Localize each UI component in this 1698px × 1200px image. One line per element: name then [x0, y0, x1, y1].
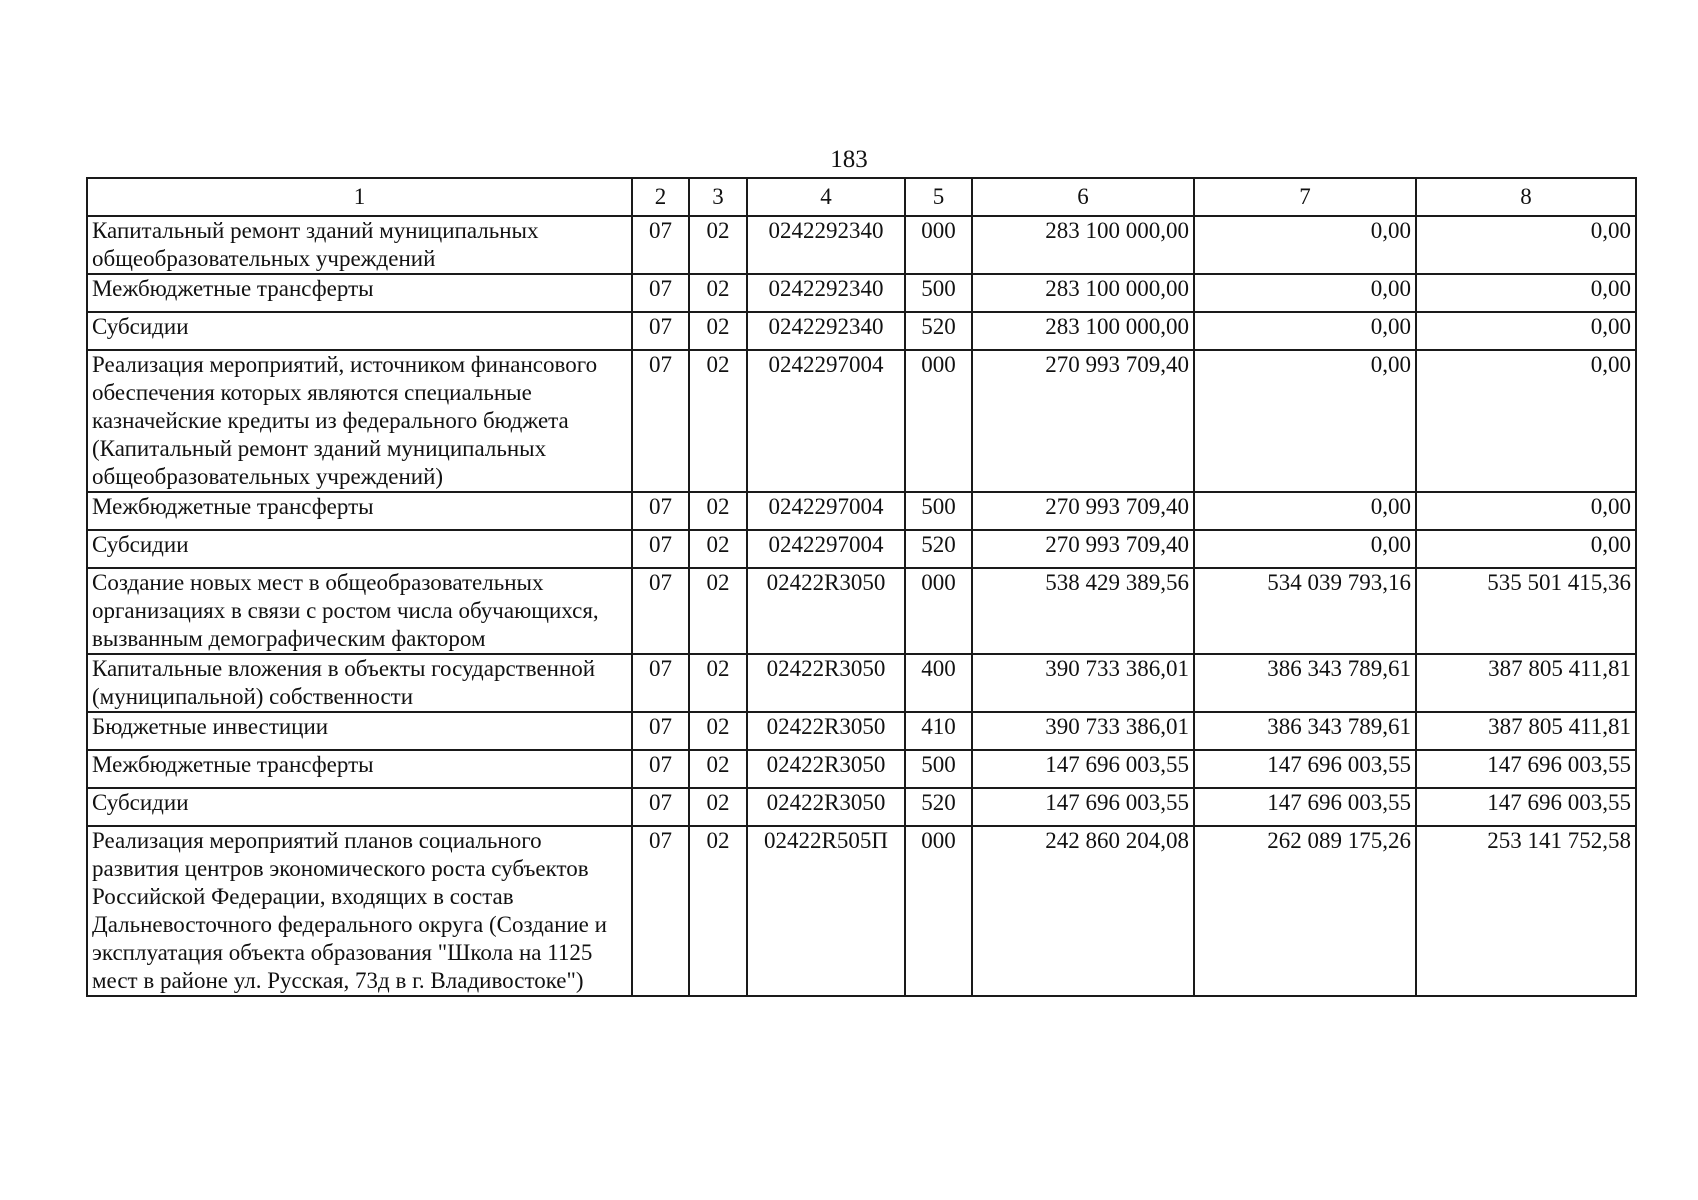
- cell-amount-col6: 147 696 003,55: [972, 788, 1194, 826]
- column-header-3: 3: [689, 178, 747, 216]
- cell-amount-col8: 147 696 003,55: [1416, 750, 1636, 788]
- cell-target-code: 02422R3050: [747, 750, 905, 788]
- cell-expense-type: 000: [905, 826, 972, 996]
- cell-amount-col8: 253 141 752,58: [1416, 826, 1636, 996]
- cell-subsection: 02: [689, 750, 747, 788]
- cell-expense-type: 500: [905, 750, 972, 788]
- table-row: [87, 750, 1636, 788]
- cell-amount-col6: 242 860 204,08: [972, 826, 1194, 996]
- cell-amount-col8: 0,00: [1416, 216, 1636, 274]
- table-row: [87, 568, 1636, 654]
- cell-amount-col7: 0,00: [1194, 274, 1416, 312]
- cell-section: 07: [632, 568, 689, 654]
- cell-amount-col7: 0,00: [1194, 492, 1416, 530]
- row-name: Реализация мероприятий, источником финансового обеспечения которых являются специальные казначейские кредиты из федерального бюджета (Капитальный ремонт зданий муниципальных общеобразовательных учреждений): [87, 350, 632, 492]
- cell-expense-type: 000: [905, 350, 972, 492]
- header-row: [87, 178, 1636, 216]
- cell-expense-type: 520: [905, 530, 972, 568]
- cell-amount-col6: 283 100 000,00: [972, 274, 1194, 312]
- cell-amount-col8: 0,00: [1416, 274, 1636, 312]
- cell-amount-col7: 0,00: [1194, 216, 1416, 274]
- cell-amount-col6: 270 993 709,40: [972, 492, 1194, 530]
- budget-table: [86, 177, 1637, 997]
- cell-amount-col6: 270 993 709,40: [972, 350, 1194, 492]
- cell-section: 07: [632, 530, 689, 568]
- cell-subsection: 02: [689, 568, 747, 654]
- column-header-6: 6: [972, 178, 1194, 216]
- cell-amount-col6: 283 100 000,00: [972, 312, 1194, 350]
- cell-amount-col6: 390 733 386,01: [972, 654, 1194, 712]
- cell-expense-type: 000: [905, 568, 972, 654]
- cell-subsection: 02: [689, 530, 747, 568]
- row-name: Межбюджетные трансферты: [87, 274, 632, 312]
- row-name: Реализация мероприятий планов социального развития центров экономического роста субъектов Российской Федерации, входящих в состав Дальневосточного федерального округа (Создание и эксплуатация объекта образования "Школа на 1125 мест в районе ул. Русская, 73д в г. Владивостоке"): [87, 826, 632, 996]
- cell-amount-col8: 147 696 003,55: [1416, 788, 1636, 826]
- column-header-4: 4: [747, 178, 905, 216]
- cell-subsection: 02: [689, 654, 747, 712]
- cell-target-code: 0242292340: [747, 312, 905, 350]
- cell-target-code: 0242292340: [747, 216, 905, 274]
- cell-section: 07: [632, 788, 689, 826]
- page-number: 183: [830, 146, 868, 173]
- row-name: Субсидии: [87, 788, 632, 826]
- cell-section: 07: [632, 350, 689, 492]
- cell-amount-col7: 386 343 789,61: [1194, 654, 1416, 712]
- cell-target-code: 02422R3050: [747, 788, 905, 826]
- table-row: [87, 312, 1636, 350]
- row-name: Субсидии: [87, 312, 632, 350]
- cell-expense-type: 500: [905, 274, 972, 312]
- table-row: [87, 788, 1636, 826]
- cell-target-code: 0242292340: [747, 274, 905, 312]
- cell-amount-col8: 387 805 411,81: [1416, 712, 1636, 750]
- cell-section: 07: [632, 712, 689, 750]
- table-row: [87, 216, 1636, 274]
- table-row: [87, 826, 1636, 996]
- cell-amount-col7: 0,00: [1194, 530, 1416, 568]
- cell-subsection: 02: [689, 712, 747, 750]
- cell-amount-col7: 147 696 003,55: [1194, 788, 1416, 826]
- row-name: Капитальный ремонт зданий муниципальных общеобразовательных учреждений: [87, 216, 632, 274]
- cell-expense-type: 410: [905, 712, 972, 750]
- cell-section: 07: [632, 750, 689, 788]
- column-header-7: 7: [1194, 178, 1416, 216]
- table-row: [87, 530, 1636, 568]
- row-name: Бюджетные инвестиции: [87, 712, 632, 750]
- table-row: [87, 654, 1636, 712]
- cell-amount-col6: 538 429 389,56: [972, 568, 1194, 654]
- cell-subsection: 02: [689, 216, 747, 274]
- cell-subsection: 02: [689, 274, 747, 312]
- column-header-1: 1: [87, 178, 632, 216]
- table-row: [87, 492, 1636, 530]
- cell-subsection: 02: [689, 826, 747, 996]
- cell-amount-col7: 386 343 789,61: [1194, 712, 1416, 750]
- table-row: [87, 274, 1636, 312]
- row-name: Капитальные вложения в объекты государственной (муниципальной) собственности: [87, 654, 632, 712]
- cell-expense-type: 520: [905, 312, 972, 350]
- row-name: Субсидии: [87, 530, 632, 568]
- cell-target-code: 0242297004: [747, 350, 905, 492]
- column-header-5: 5: [905, 178, 972, 216]
- cell-target-code: 02422R3050: [747, 712, 905, 750]
- cell-expense-type: 520: [905, 788, 972, 826]
- cell-target-code: 0242297004: [747, 530, 905, 568]
- cell-subsection: 02: [689, 492, 747, 530]
- cell-amount-col7: 534 039 793,16: [1194, 568, 1416, 654]
- cell-amount-col8: 0,00: [1416, 530, 1636, 568]
- table-row: [87, 712, 1636, 750]
- cell-target-code: 02422R505П: [747, 826, 905, 996]
- cell-expense-type: 400: [905, 654, 972, 712]
- cell-expense-type: 500: [905, 492, 972, 530]
- cell-section: 07: [632, 492, 689, 530]
- cell-amount-col6: 390 733 386,01: [972, 712, 1194, 750]
- cell-subsection: 02: [689, 788, 747, 826]
- row-name: Создание новых мест в общеобразовательных организациях в связи с ростом числа обучающихся, вызванным демографическим фактором: [87, 568, 632, 654]
- cell-section: 07: [632, 312, 689, 350]
- cell-amount-col7: 0,00: [1194, 350, 1416, 492]
- cell-subsection: 02: [689, 350, 747, 492]
- cell-amount-col8: 0,00: [1416, 312, 1636, 350]
- column-header-8: 8: [1416, 178, 1636, 216]
- cell-amount-col6: 147 696 003,55: [972, 750, 1194, 788]
- column-header-2: 2: [632, 178, 689, 216]
- cell-amount-col6: 283 100 000,00: [972, 216, 1194, 274]
- cell-section: 07: [632, 274, 689, 312]
- cell-section: 07: [632, 654, 689, 712]
- cell-target-code: 02422R3050: [747, 568, 905, 654]
- cell-amount-col8: 0,00: [1416, 492, 1636, 530]
- cell-subsection: 02: [689, 312, 747, 350]
- cell-amount-col7: 0,00: [1194, 312, 1416, 350]
- cell-target-code: 02422R3050: [747, 654, 905, 712]
- table-row: [87, 350, 1636, 492]
- cell-amount-col8: 0,00: [1416, 350, 1636, 492]
- cell-expense-type: 000: [905, 216, 972, 274]
- cell-amount-col7: 262 089 175,26: [1194, 826, 1416, 996]
- cell-amount-col6: 270 993 709,40: [972, 530, 1194, 568]
- cell-target-code: 0242297004: [747, 492, 905, 530]
- cell-section: 07: [632, 826, 689, 996]
- row-name: Межбюджетные трансферты: [87, 750, 632, 788]
- cell-amount-col7: 147 696 003,55: [1194, 750, 1416, 788]
- cell-section: 07: [632, 216, 689, 274]
- row-name: Межбюджетные трансферты: [87, 492, 632, 530]
- cell-amount-col8: 387 805 411,81: [1416, 654, 1636, 712]
- cell-amount-col8: 535 501 415,36: [1416, 568, 1636, 654]
